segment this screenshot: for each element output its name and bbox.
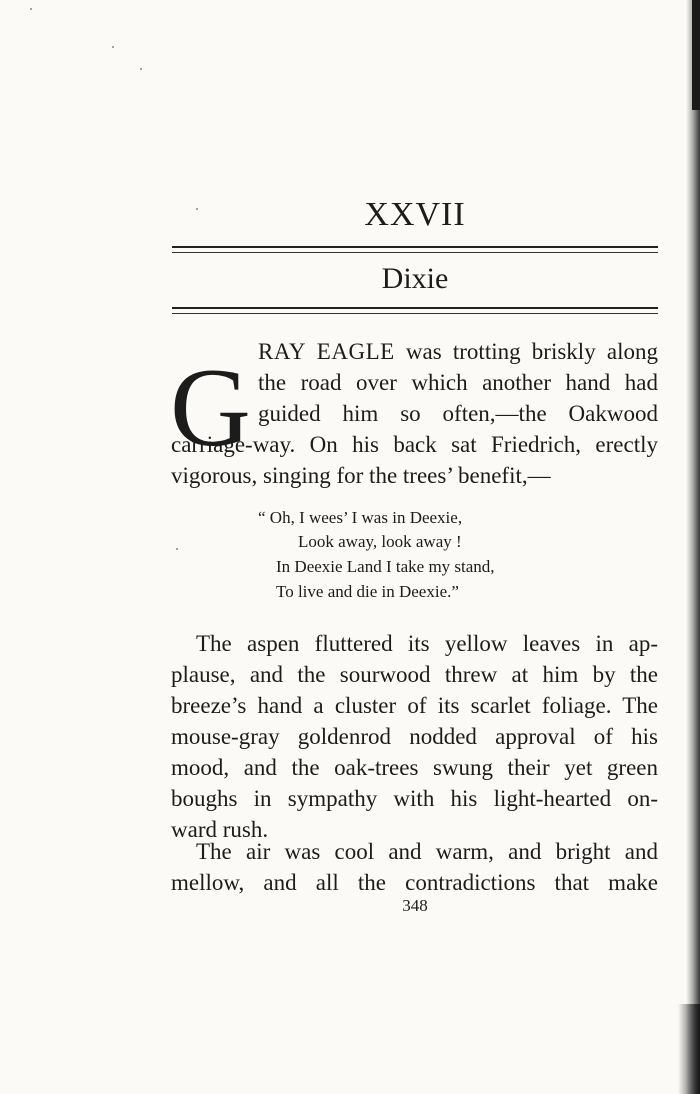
verse-line-1: “ Oh, I wees’ I was in Deexie, <box>258 508 463 527</box>
para2-line-4: mouse-gray goldenrod nodded approval of his <box>171 724 658 749</box>
chapter-title: Dixie <box>381 262 449 295</box>
para2-line-2: plause, and the sourwood threw at him by the <box>171 662 658 687</box>
speck <box>176 548 178 550</box>
opening-line-1 <box>258 336 658 367</box>
opening-line-5: vigorous, singing for the trees’ benefit,— <box>171 463 551 488</box>
rule-bottom-2 <box>172 313 658 314</box>
para3-line-2: mellow, and all the contradictions that make <box>171 870 658 895</box>
para2-line-6: boughs in sympathy with his light-hearted on- <box>171 786 658 811</box>
page-edge-top <box>692 0 700 110</box>
verse-line-3: In Deexie Land I take my stand, <box>276 557 495 576</box>
para3-line-1: The air was cool and warm, and bright and <box>196 839 658 864</box>
para2-line-3: breeze’s hand a cluster of its scarlet foliage. The <box>171 693 658 718</box>
speck <box>30 8 32 10</box>
opening-line-2: the road over which another hand had <box>258 370 658 395</box>
verse-line-2: Look away, look away ! <box>298 532 462 551</box>
opening-line-3: guided him so often,—the Oakwood <box>258 401 658 426</box>
page-number: 348 <box>402 896 428 915</box>
verse-line-4: To live and die in Deexie.” <box>276 582 459 601</box>
page-edge-bottom <box>678 1004 700 1094</box>
first-word-rest: RAY EAGLE <box>258 339 395 364</box>
rule-top-1 <box>172 246 658 248</box>
para2-line-7: ward rush. <box>171 817 269 842</box>
speck <box>112 46 114 48</box>
rule-bottom-1 <box>172 307 658 309</box>
speck <box>140 68 142 70</box>
opening-line-1-text: was trotting briskly along <box>394 339 659 364</box>
para2-line-5: mood, and the oak-trees swung their yet green <box>171 755 658 780</box>
page-edge-shadow <box>686 0 700 1094</box>
rule-top-2 <box>172 252 658 253</box>
opening-line-4: carriage-way. On his back sat Friedrich, erectly <box>171 432 658 457</box>
para2-line-1: The aspen fluttered its yellow leaves in ap- <box>196 631 658 656</box>
drop-cap: G <box>170 346 251 470</box>
chapter-number: XXVII <box>364 196 466 233</box>
